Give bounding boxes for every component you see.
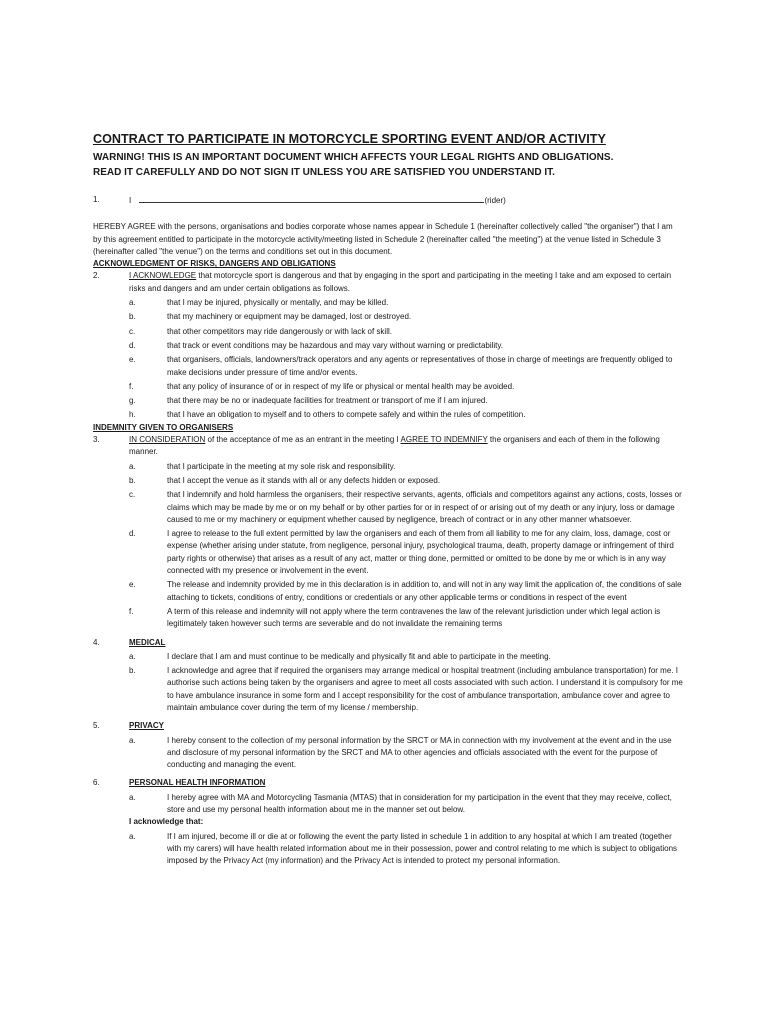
clause-6-items [93,792,683,817]
clause-number: 5. [93,721,100,731]
list-item [129,528,683,577]
list-item [129,381,683,393]
item-text: that track or event conditions may be hazardous and may vary without warning or predictability. [167,340,504,350]
list-item [129,651,683,663]
list-item [129,311,683,323]
item-text: that other competitors may ride dangerously or with lack of skill. [167,326,392,336]
item-letter: e. [129,580,136,590]
list-item [129,579,683,604]
indemnify-lead: AGREE TO INDEMNIFY [400,435,488,445]
item-text: I declare that I am and must continue to be medically and physically fit and able to participate in the meeting. [167,651,551,661]
item-text: I hereby consent to the collection of my personal information by the SRCT or MA in connection with my involvement at the event and in the use and disclosure of my personal information by the SRCT and MA to other agencies and officials associated with the event for the purpose of conducting and managing the event. [167,735,672,770]
clause-5-heading: PRIVACY [129,721,164,731]
list-item [129,792,683,817]
item-text: that any policy of insurance of or in respect of my life or physical or mental health may be avoided. [167,381,515,391]
warning-line-1: WARNING! THIS IS AN IMPORTANT DOCUMENT WHICH AFFECTS YOUR LEGAL RIGHTS AND OBLIGATIONS. [93,152,614,163]
clause-number: 2. [93,271,100,281]
item-letter: a. [129,735,136,745]
contract-document [93,131,683,868]
item-text: that organisers, officials, landowners/track operators and any agents or representatives of those in charge of meetings are frequently obliged to make decisions under pressure of time and/or events. [167,355,673,377]
list-item [129,395,683,407]
rider-name-field[interactable] [139,194,484,203]
item-letter: a. [129,792,136,802]
clause-4 [93,637,683,649]
item-letter: e. [129,355,136,365]
item-letter: b. [129,666,136,676]
list-item [129,831,683,868]
clause-3-items [93,461,683,631]
item-letter: b. [129,475,136,485]
item-letter: f. [129,606,134,616]
warning-line-2: READ IT CAREFULLY AND DO NOT SIGN IT UNLESS YOU ARE SATISFIED YOU UNDERSTAND IT. [93,167,555,178]
item-text: I acknowledge and agree that if required the organisers may arrange medical or hospital treatment (including ambulance transportation) for me. I authorise such actions being taken by the organisers and agree to meet all costs associated with such action. I understand it is compulsory for me to have ambulance insurance in some form and I accept responsibility for the cost of ambulance transportation, ambulance cover and agree to maintain ambulance cover during the term of my license / membership. [167,666,683,712]
clause-1 [93,194,683,207]
clause-6-heading: PERSONAL HEALTH INFORMATION [129,778,266,788]
list-item [129,297,683,309]
item-letter: h. [129,410,136,420]
acknowledge-that-label: I acknowledge that [129,817,201,827]
clause-number: 3. [93,435,100,445]
item-text: that I indemnify and hold harmless the organisers, their respective servants, agents, officials and competitors against any actions, costs, losses or claims which may be made by me or on my behalf or by other parties for or in respect of or arising out of my death or any injury, loss or damage caused to me or my machinery or equipment whether caused by negligence, breach of contract or in any other manner whatsoever. [167,490,682,524]
item-text: A term of this release and indemnity will not apply where the term contravenes the law of the relevant jurisdiction under which legal action is legitimately taken however such terms are severable and do not invalidate the remaining terms [167,606,661,629]
section-heading-indemnity: INDEMNITY GIVEN TO ORGANISERS [93,422,234,432]
clause-3-text: the organisers and each of them in the following manner. [129,435,660,457]
clause-number: 4. [93,637,100,647]
clause-2 [93,270,683,295]
clause-6-acknowledge-items [93,831,683,868]
item-letter: c. [129,490,136,500]
item-letter: c. [129,326,136,336]
acknowledge-that-line [129,816,683,828]
list-item [129,475,683,487]
clause-number: 6. [93,778,100,788]
list-item [129,606,683,631]
acknowledge-lead: I ACKNOWLEDGE [129,271,197,281]
hereby-agree-paragraph: HEREBY AGREE with the persons, organisations and bodies corporate whose names appear in Schedule 1 (hereinafter collectively called "the organiser") that I am by this agreement entitled to participate in the motorcycle activity/meeting listed in Schedule 2 (hereinafter called "the meeting") at the venue listed in Schedule 3 (hereinafter called "the venue") on the terms and conditions set out in this document. [93,222,673,256]
item-text: that there may be no or inadequate facilities for treatment or transport of me if I am injured. [167,396,488,406]
section-heading-acknowledgment: ACKNOWLEDGMENT OF RISKS, DANGERS AND OBLIGATIONS [93,259,336,269]
document-title: CONTRACT TO PARTICIPATE IN MOTORCYCLE SPORTING EVENT AND/OR ACTIVITY [93,132,606,146]
clause-number: 1. [93,195,100,204]
clause-2-items [93,297,683,422]
item-text: that my machinery or equipment may be damaged, lost or destroyed. [167,312,412,322]
list-item [129,354,683,379]
consideration-lead: IN CONSIDERATION [129,435,206,445]
item-letter: d. [129,529,136,539]
clause-6 [93,777,683,789]
item-text: I agree to release to the full extent permitted by law the organisers and each of them from all liability to me for any claim, loss, damage, cost or expense (whether arising under statute, from negligence, personal injury, psychological trauma, death, property damage or infringement of third party rights or otherwise) that arises as a result of any act, matter or thing done, permitted or omitted to be done by me or which is in any way connected with my presence or involvement in the event. [167,529,674,576]
item-text: The release and indemnity provided by me in this declaration is in addition to, and will not in any way limit the application of, the conditions of sale attaching to tickets, conditions of entry, conditions or credentials or any other applicable terms or conditions in respect of the event [167,580,682,602]
item-letter: a. [129,651,136,661]
clause-4-heading: MEDICAL [129,637,166,647]
acknowledge-that-colon: : [200,817,204,827]
clause-1-prefix: I [129,196,132,205]
list-item [129,735,683,772]
item-letter: d. [129,340,136,350]
item-text: that I may be injured, physically or mentally, and may be killed. [167,298,389,308]
list-item [129,489,683,526]
clause-3 [93,434,683,459]
item-letter: b. [129,312,136,322]
item-text: that I accept the venue as it stands with all or any defects hidden or exposed. [167,475,441,485]
item-letter: a. [129,461,136,471]
item-letter: a. [129,831,136,841]
list-item [129,340,683,352]
list-item [129,665,683,714]
item-text: If I am injured, become ill or die at or following the event the party listed in schedule 1 in addition to any hospital at which I am treated (together with my carers) will have health related information about me in their possession, power and control relating to me which is subject to obligations imposed by the Privacy Act (my information) and the Privacy Act is intended to protect my personal information. [167,831,678,866]
list-item [129,461,683,473]
clause-2-text: that motorcycle sport is dangerous and that by engaging in the sport and participating in the meeting I take and am exposed to certain risks and dangers and am under certain obligations as follows. [129,271,672,293]
item-text: I hereby agree with MA and Motorcycling Tasmania (MTAS) that in consideration for my participation in the event that they may receive, collect, store and use my personal health information about me in the manner set out below. [167,792,672,815]
item-letter: g. [129,396,136,406]
clause-1-suffix: (rider) [484,196,506,205]
item-letter: f. [129,381,134,391]
list-item [129,326,683,338]
clause-5-items [93,735,683,772]
item-text: that I participate in the meeting at my sole risk and responsibility. [167,461,396,471]
clause-4-items [93,651,683,714]
list-item [129,409,683,421]
item-text: that I have an obligation to myself and to others to compete safely and within the rules of competition. [167,410,526,420]
clause-5 [93,720,683,732]
clause-3-mid: of the acceptance of me as an entrant in the meeting I [205,435,401,445]
item-letter: a. [129,298,136,308]
